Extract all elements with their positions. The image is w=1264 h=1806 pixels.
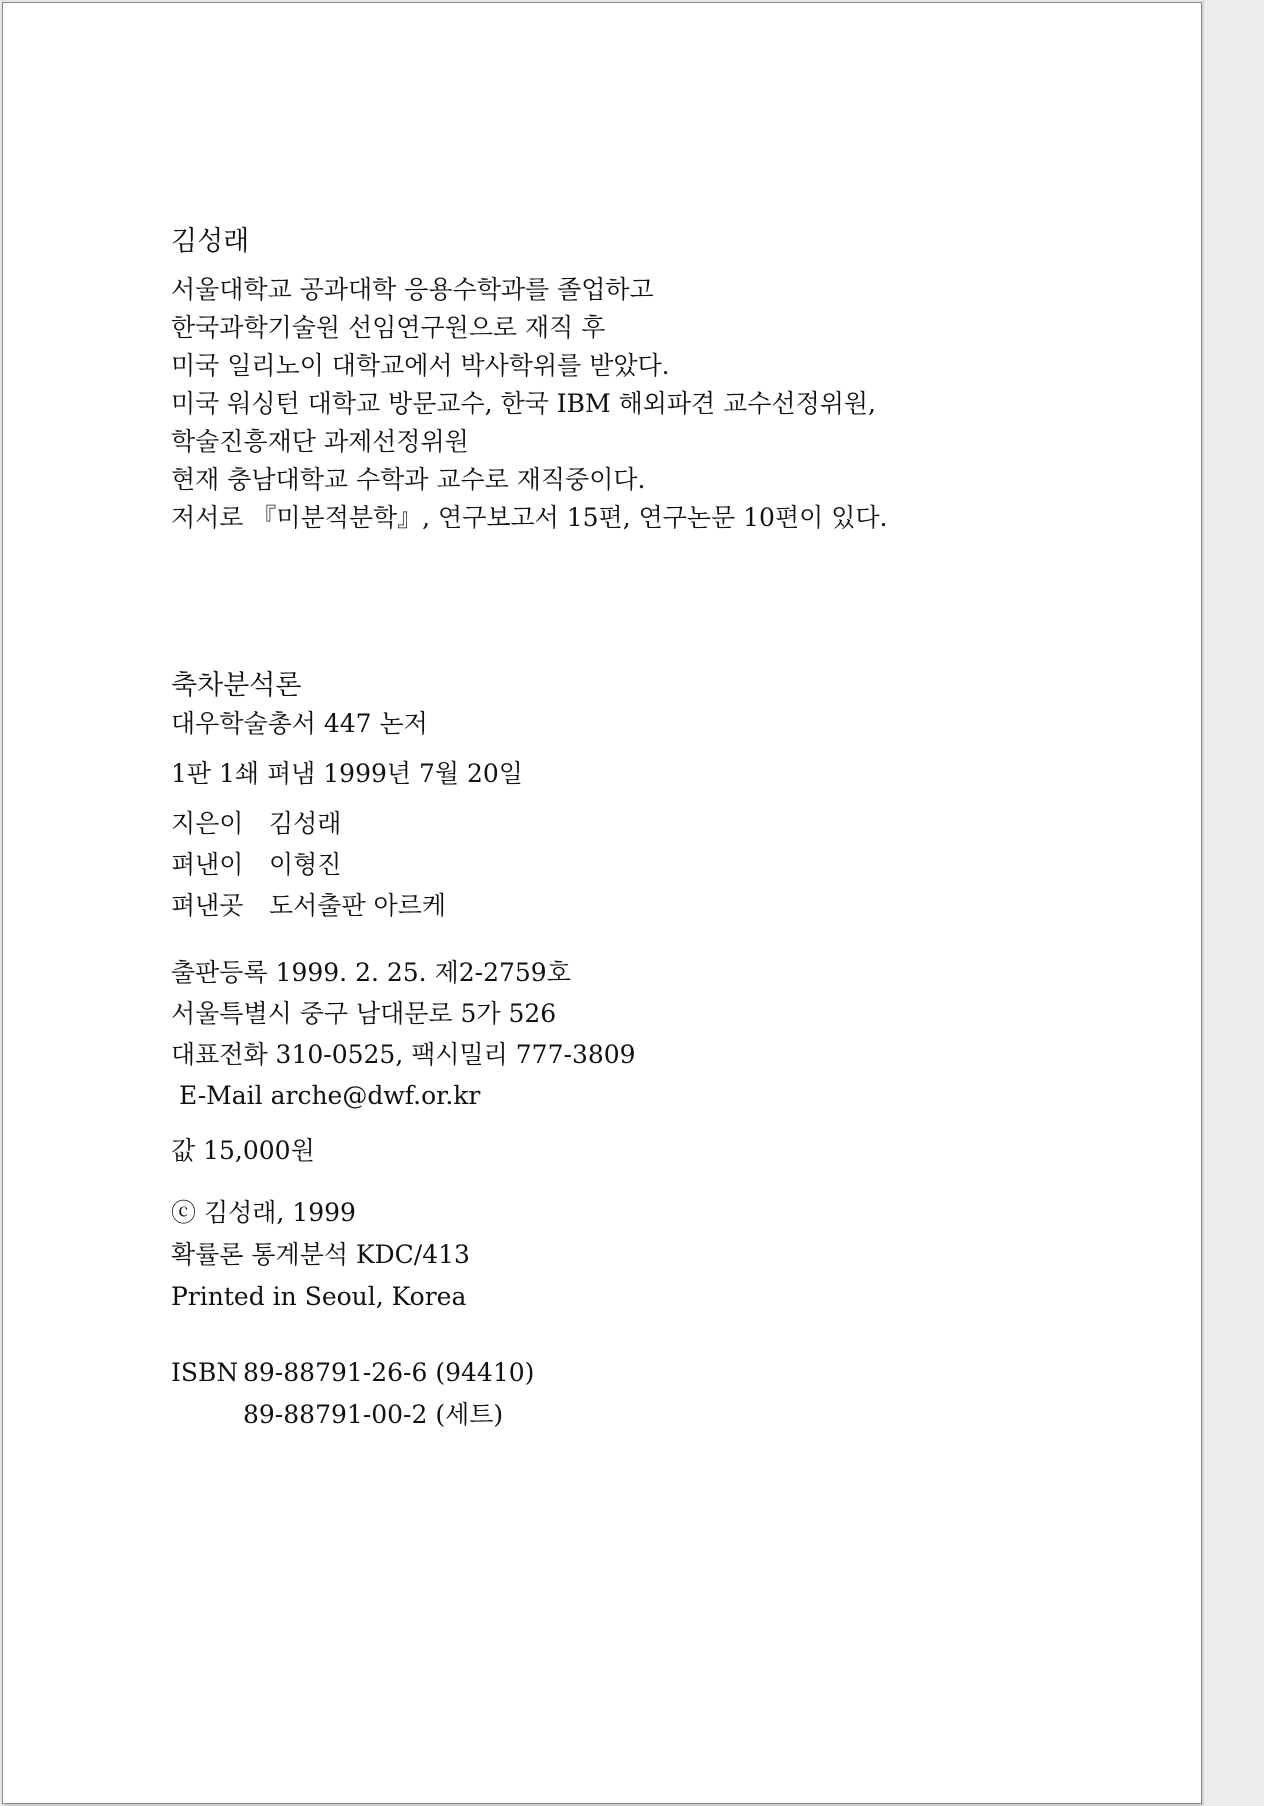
document-page xyxy=(2,2,1202,1804)
colophon xyxy=(171,223,1071,1438)
bio-line: 저서로 『미분적분학』, 연구보고서 15편, 연구논문 10편이 있다. xyxy=(171,503,888,532)
publisher-phone: 대표전화 310-0525, 팩시밀리 777-3809 xyxy=(171,1040,636,1069)
credit-label: 지은이 xyxy=(171,809,244,838)
isbn-label: ISBN xyxy=(171,1358,239,1387)
isbn-set: 89-88791-00-2 (세트) xyxy=(243,1400,504,1429)
author-name: 김성래 xyxy=(171,226,250,257)
credit-value: 도서출판 아르케 xyxy=(269,891,446,920)
price: 값 15,000원 xyxy=(171,1136,315,1165)
credit-label: 펴낸이 xyxy=(171,850,244,879)
credit-author xyxy=(171,805,1071,846)
classification: 확률론 통계분석 KDC/413 xyxy=(171,1240,470,1269)
publisher-info xyxy=(171,954,1071,1118)
author-bio xyxy=(171,271,1071,537)
viewer-gutter xyxy=(1203,0,1264,1806)
book-series: 대우학술총서 447 논저 xyxy=(171,709,428,738)
isbn-block xyxy=(171,1354,1071,1438)
isbn-primary xyxy=(171,1354,1071,1396)
credit-publisher-house xyxy=(171,887,1071,928)
bio-line: 서울대학교 공과대학 응용수학과를 졸업하고 xyxy=(171,275,654,304)
credit-label: 펴낸곳 xyxy=(171,891,244,920)
bio-line: 한국과학기술원 선임연구원으로 재직 후 xyxy=(171,313,606,342)
bio-line: 학술진흥재단 과제선정위원 xyxy=(171,427,469,456)
credit-publisher-person xyxy=(171,846,1071,887)
bio-line: 미국 일리노이 대학교에서 박사학위를 받았다. xyxy=(171,351,670,380)
publisher-email: E-Mail arche@dwf.or.kr xyxy=(179,1081,481,1110)
bio-line: 현재 충남대학교 수학과 교수로 재직중이다. xyxy=(171,465,646,494)
copyright-block xyxy=(171,1194,1071,1320)
copyright-notice: ⓒ 김성래, 1999 xyxy=(171,1198,356,1227)
credits xyxy=(171,805,1071,928)
credit-value: 이형진 xyxy=(269,850,342,879)
credit-value: 김성래 xyxy=(269,809,342,838)
book-title: 축차분석론 xyxy=(171,670,302,701)
bio-line: 미국 워싱턴 대학교 방문교수, 한국 IBM 해외파견 교수선정위원, xyxy=(171,389,876,418)
isbn-primary-value: 89-88791-26-6 (94410) xyxy=(243,1358,535,1387)
book-edition: 1판 1쇄 펴냄 1999년 7월 20일 xyxy=(171,759,523,788)
printed-in: Printed in Seoul, Korea xyxy=(171,1282,467,1311)
publisher-address: 서울특별시 중구 남대문로 5가 526 xyxy=(171,999,557,1028)
registration-number: 출판등록 1999. 2. 25. 제2-2759호 xyxy=(171,958,571,987)
